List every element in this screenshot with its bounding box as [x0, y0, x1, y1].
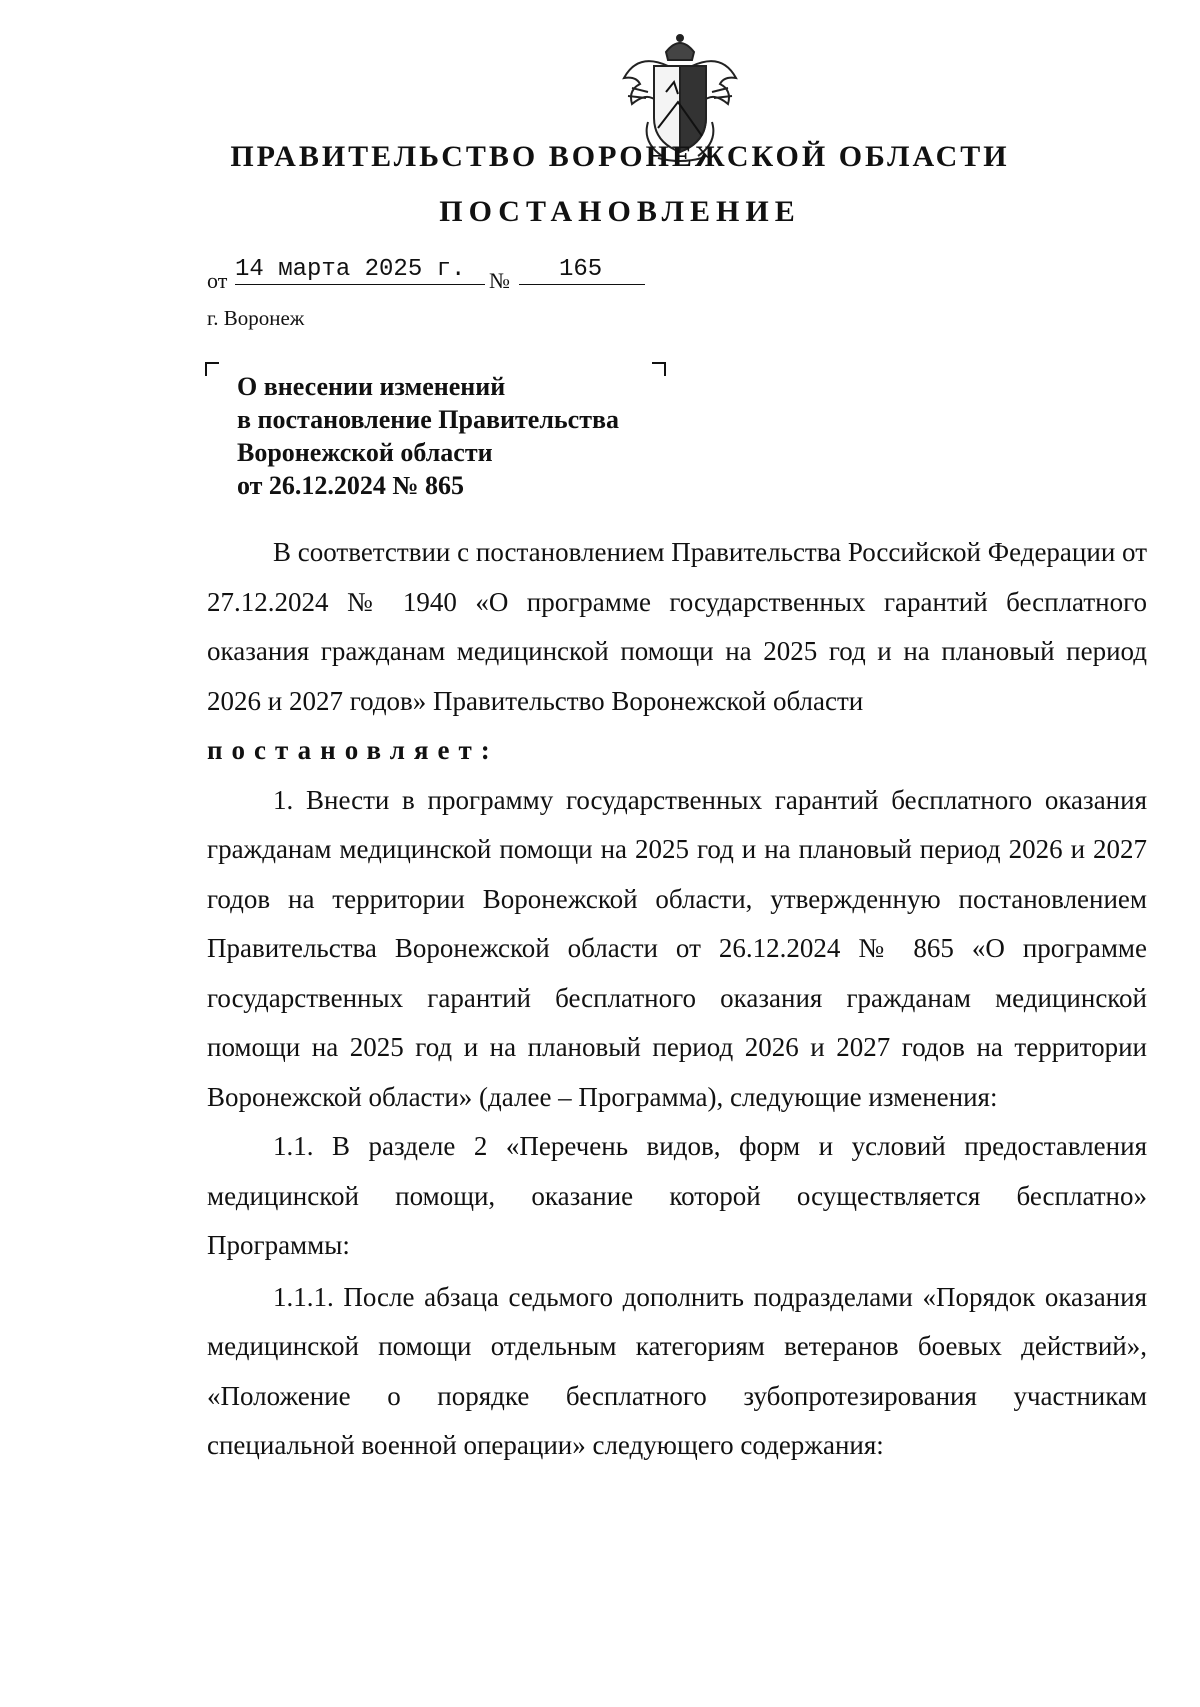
subject-line: от 26.12.2024 № 865: [237, 471, 465, 500]
document-subject: [237, 370, 619, 502]
date-prefix-label: от: [207, 268, 228, 293]
document-type-title: ПОСТАНОВЛЕНИЕ: [439, 195, 801, 228]
decision-word: постановляет:: [207, 735, 499, 765]
intro-paragraph: В соответствии с постановлением Правительства Российской Федерации от 27.12.2024 № 1940 «О программе государственных гарантий бесплатного оказания гражданам медицинской помощи на 2025 год и на плановый период 2026 и 2027 годов» Правительство Воронежской области: [207, 537, 1147, 716]
subject-corner-mark-left: [205, 362, 219, 376]
organization-title: ПРАВИТЕЛЬСТВО ВОРОНЕЖСКОЙ ОБЛАСТИ: [230, 140, 1010, 173]
document-date: 14 марта 2025 г.: [235, 256, 485, 285]
document-number: 165: [519, 256, 645, 285]
subject-corner-mark-right: [652, 362, 666, 376]
item-1-1-1-paragraph: 1.1.1. После абзаца седьмого дополнить подразделами «Порядок оказания медицинской помощи отдельным категориям ветеранов боевых действий», «Положение о порядке бесплатного зубопротезирования участникам специальной военной операции» следующего содержания:: [207, 1281, 1147, 1460]
number-label: №: [489, 268, 510, 293]
item-1-1-paragraph: 1.1. В разделе 2 «Перечень видов, форм и условий предоставления медицинской помощи, оказание которой осуществляется бесплатно» Программы:: [207, 1131, 1147, 1260]
decision-line: [207, 726, 1147, 776]
city-label: г. Воронеж: [207, 306, 305, 330]
subject-line: в постановление Правительства: [237, 405, 620, 434]
document-body: [207, 528, 1147, 1471]
date-number-line: [207, 254, 687, 293]
subject-line: Воронежской области: [237, 438, 493, 467]
subject-line: О внесении изменений: [237, 372, 506, 401]
item-1-paragraph: 1. Внести в программу государственных гарантий бесплатного оказания гражданам медицинской помощи на 2025 год и на плановый период 2026 и 2027 годов на территории Воронежской области, утвержденную постановлением Правительства Воронежской области от 26.12.2024 № 865 «О программе государственных гарантий бесплатного оказания гражданам медицинской помощи на 2025 год и на плановый период 2026 и 2027 годов на территории Воронежской области» (далее – Программа), следующие изменения:: [207, 784, 1147, 1112]
